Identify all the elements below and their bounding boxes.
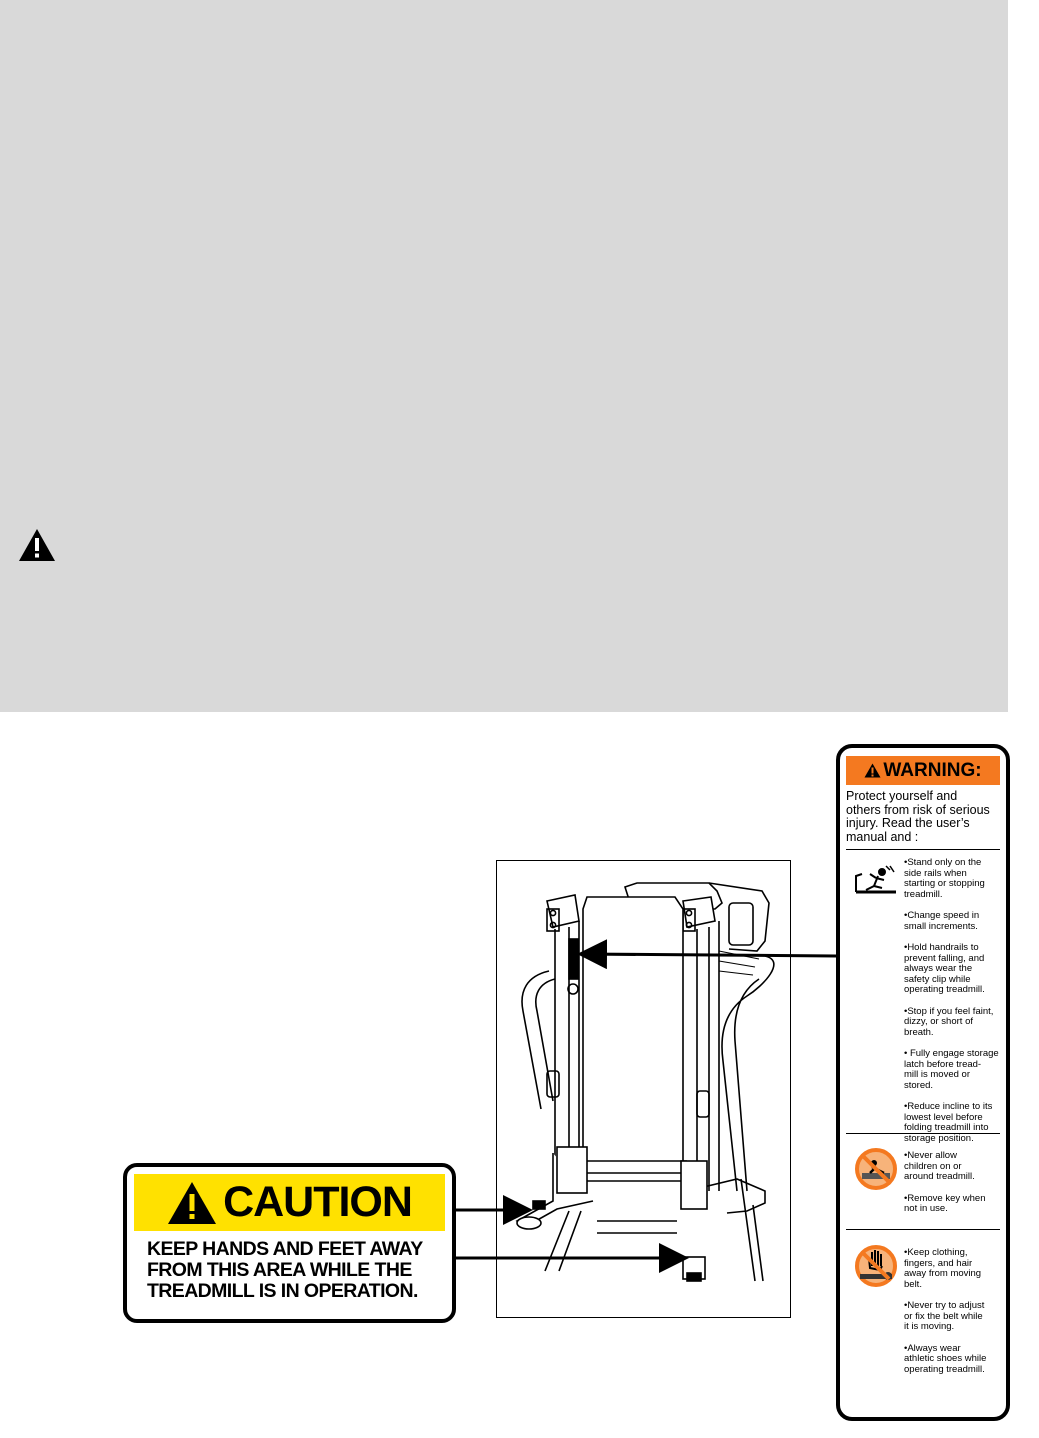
warning-item-line: safety clip while xyxy=(904,973,971,985)
warning-item xyxy=(904,1102,1004,1144)
warning-item-line: •Stop if you feel faint, xyxy=(904,1005,994,1017)
warning-item-line: latch before tread- xyxy=(904,1058,982,1070)
warning-item-line: side rails when xyxy=(904,867,967,879)
warning-item-line: •Change speed in xyxy=(904,910,980,921)
warning-title: WARNING: xyxy=(883,759,982,781)
alert-triangle-icon xyxy=(18,528,56,562)
warning-item-line: •Never try to adjust xyxy=(904,1300,985,1311)
warning-item-line: always wear the xyxy=(904,963,973,974)
warning-item-line: starting or stopping xyxy=(904,878,985,889)
warning-item xyxy=(904,943,1004,996)
warning-item-line: •Stand only on the xyxy=(904,857,982,868)
warning-label xyxy=(836,744,1010,1421)
warning-item-line: •Remove key when xyxy=(904,1192,986,1204)
warning-item-line: •Never allow xyxy=(904,1150,957,1161)
caution-line: FROM THIS AREA WHILE THE xyxy=(147,1259,412,1281)
warning-intro xyxy=(846,790,1000,850)
warning-items xyxy=(904,1151,1004,1226)
warning-item-line: not in use. xyxy=(904,1203,948,1214)
warning-item-line: breath. xyxy=(904,1026,934,1038)
warning-item-line: children on or xyxy=(904,1160,962,1172)
warning-item-line: fingers, and hair xyxy=(904,1257,973,1269)
warning-item xyxy=(904,911,1004,932)
warning-item-line: mill is moved or xyxy=(904,1069,970,1080)
warning-item-line: small increments. xyxy=(904,920,978,932)
warning-item-line: athletic shoes while xyxy=(904,1353,987,1364)
caution-line: TREADMILL IS IN OPERATION. xyxy=(147,1280,418,1302)
no-children-icon xyxy=(854,1147,898,1191)
warning-item xyxy=(904,1248,1004,1290)
warning-item xyxy=(904,1344,1004,1376)
intro-line: Protect yourself and xyxy=(846,789,958,803)
falling-person-icon xyxy=(854,862,898,906)
warning-item-line: •Hold handrails to xyxy=(904,942,979,953)
warning-item-line: around treadmill. xyxy=(904,1171,975,1182)
warning-section-belt xyxy=(846,1230,1000,1421)
warning-item-line: operating treadmill. xyxy=(904,1363,985,1375)
caution-header xyxy=(134,1174,445,1231)
intro-line: injury. Read the user’s xyxy=(846,816,970,830)
warning-triangle-icon xyxy=(864,763,881,778)
treadmill-illustration xyxy=(497,861,792,1319)
warning-item-line: dizzy, or short of xyxy=(904,1016,973,1027)
warning-header xyxy=(846,756,1000,785)
warning-item xyxy=(904,1007,1004,1039)
warning-item-line: lowest level before xyxy=(904,1111,983,1123)
warning-item xyxy=(904,1194,1004,1215)
warning-item-line: •Keep clothing, xyxy=(904,1247,968,1258)
warning-section-children xyxy=(846,1143,1000,1230)
warning-item-line: •Always wear xyxy=(904,1342,961,1354)
caution-label xyxy=(123,1163,456,1323)
warning-item xyxy=(904,1301,1004,1333)
warning-item-line: treadmill. xyxy=(904,888,943,900)
warning-item xyxy=(904,858,1004,900)
warning-item xyxy=(904,1151,1004,1183)
gray-text-panel xyxy=(0,0,1008,712)
warning-item-line: belt. xyxy=(904,1278,922,1290)
warning-item-line: folding treadmill into xyxy=(904,1122,989,1133)
caution-title: CAUTION xyxy=(223,1178,412,1226)
caution-triangle-icon xyxy=(167,1181,217,1225)
warning-item-line: •Reduce incline to its xyxy=(904,1101,993,1112)
warning-items xyxy=(904,1248,1004,1386)
caution-line: KEEP HANDS AND FEET AWAY xyxy=(147,1238,423,1260)
warning-item-line: storage position. xyxy=(904,1132,974,1144)
warning-item-line: operating treadmill. xyxy=(904,984,985,995)
warning-item-line: it is moving. xyxy=(904,1321,955,1332)
intro-line: manual and : xyxy=(846,829,919,844)
warning-item-line: prevent falling, and xyxy=(904,952,985,964)
warning-item-line: • Fully engage storage xyxy=(904,1048,999,1059)
treadmill-illustration-frame xyxy=(496,860,791,1318)
warning-item xyxy=(904,1049,1004,1091)
warning-item-line: away from moving xyxy=(904,1268,982,1279)
no-hands-near-belt-icon xyxy=(854,1244,898,1288)
warning-item-line: or fix the belt while xyxy=(904,1310,983,1322)
warning-item-line: stored. xyxy=(904,1079,934,1091)
warning-items xyxy=(904,858,1004,1155)
caution-text xyxy=(127,1231,452,1302)
warning-section-operation xyxy=(846,850,1000,1144)
intro-line: others from risk of serious xyxy=(846,802,990,817)
